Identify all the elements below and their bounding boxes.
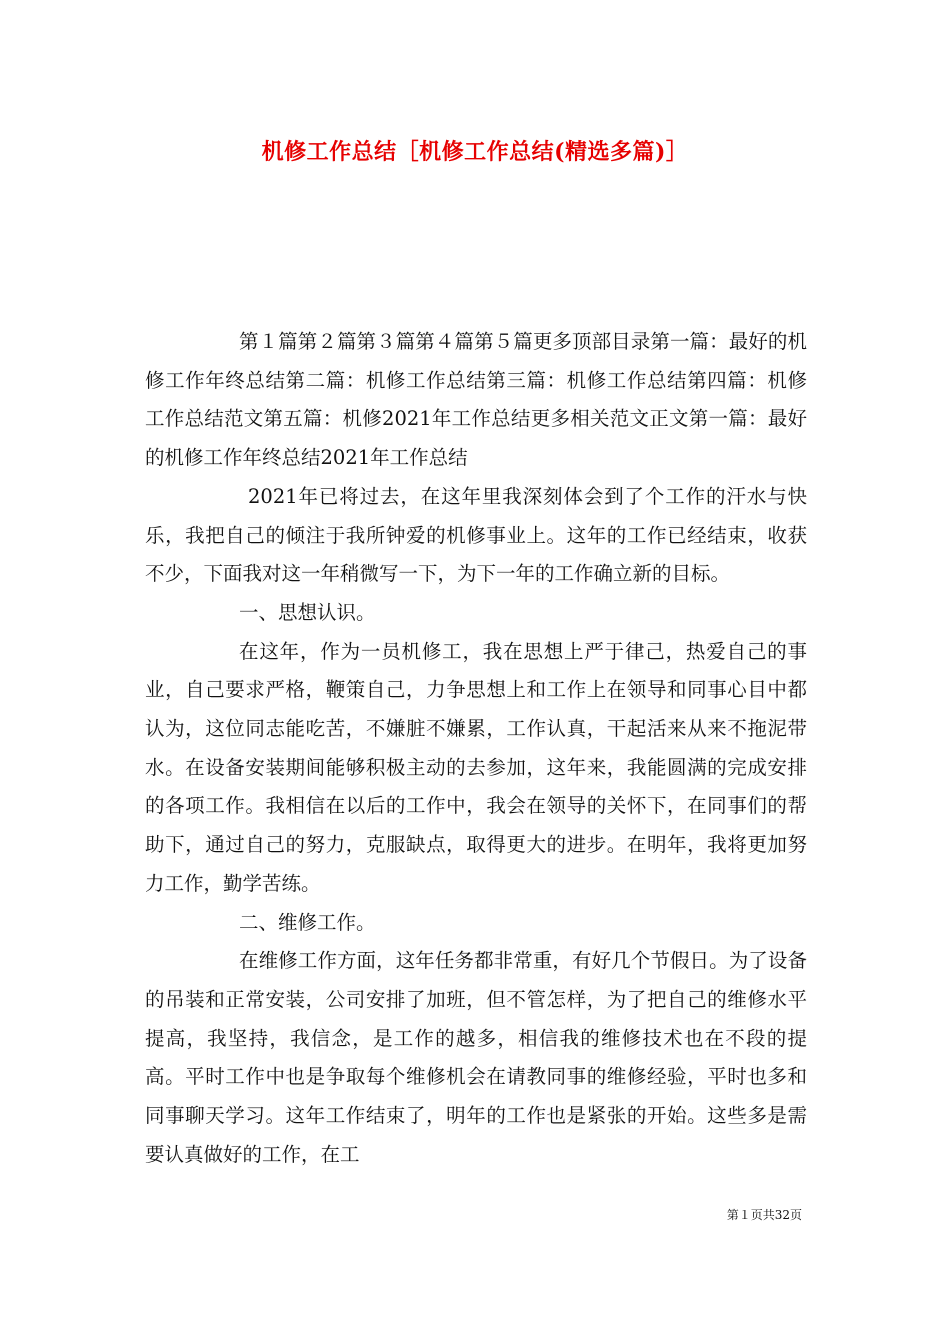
maintenance-paragraph: 在维修工作方面，这年任务都非常重，有好几个节假日。为了设备的吊装和正常安装，公司安排了加班，但不管怎样，为了把自己的维修水平提高，我坚持，我信念，是工作的越多，相信我的维修技术也在不段的提高。平时工作中也是争取每个维修机会在请教同事的维修经验，平时也多和同事聊天学习。这年工作结束了，明年的工作也是紧张的开始。这些多是需要认真做好的工作，在工 — [145, 949, 807, 1166]
intro-paragraph: 2021年已将过去，在这年里我深刻体会到了个工作的汗水与快乐，我把自己的倾注于我所钟爱的机修事业上。这年的工作已经结束，收获不少，下面我对这一年稍微写一下，为下一年的工作确立新的目标。 — [145, 484, 807, 586]
page-title: 机修工作总结［机修工作总结(精选多篇)］ — [261, 139, 689, 165]
table-of-contents-paragraph: 第１篇第２篇第３篇第４篇第５篇更多顶部目录第一篇：最好的机修工作年终总结第二篇：机修工作总结第三篇：机修工作总结第四篇：机修工作总结范文第五篇：机修2021年工作总结更多相关范文正文第一篇：最好的机修工作年终总结2021年工作总结 — [145, 330, 807, 470]
document-body — [145, 323, 807, 1174]
section-heading-maintenance: 二、维修工作。 — [239, 910, 376, 934]
page-number-footer: 第１页共32页 — [726, 1208, 802, 1222]
thinking-paragraph: 在这年，作为一员机修工，我在思想上严于律己，热爱自己的事业，自己要求严格，鞭策自己，力争思想上和工作上在领导和同事心目中都认为，这位同志能吃苦，不嫌脏不嫌累，工作认真，干起活来从来不拖泥带水。在设备安装期间能够积极主动的去参加，这年来，我能圆满的完成安排的各项工作。我相信在以后的工作中，我会在领导的关怀下，在同事们的帮助下，通过自己的努力，克服缺点，取得更大的进步。在明年，我将更加努力工作，勤学苦练。 — [145, 639, 807, 895]
section-heading-thinking: 一、思想认识。 — [239, 600, 376, 624]
